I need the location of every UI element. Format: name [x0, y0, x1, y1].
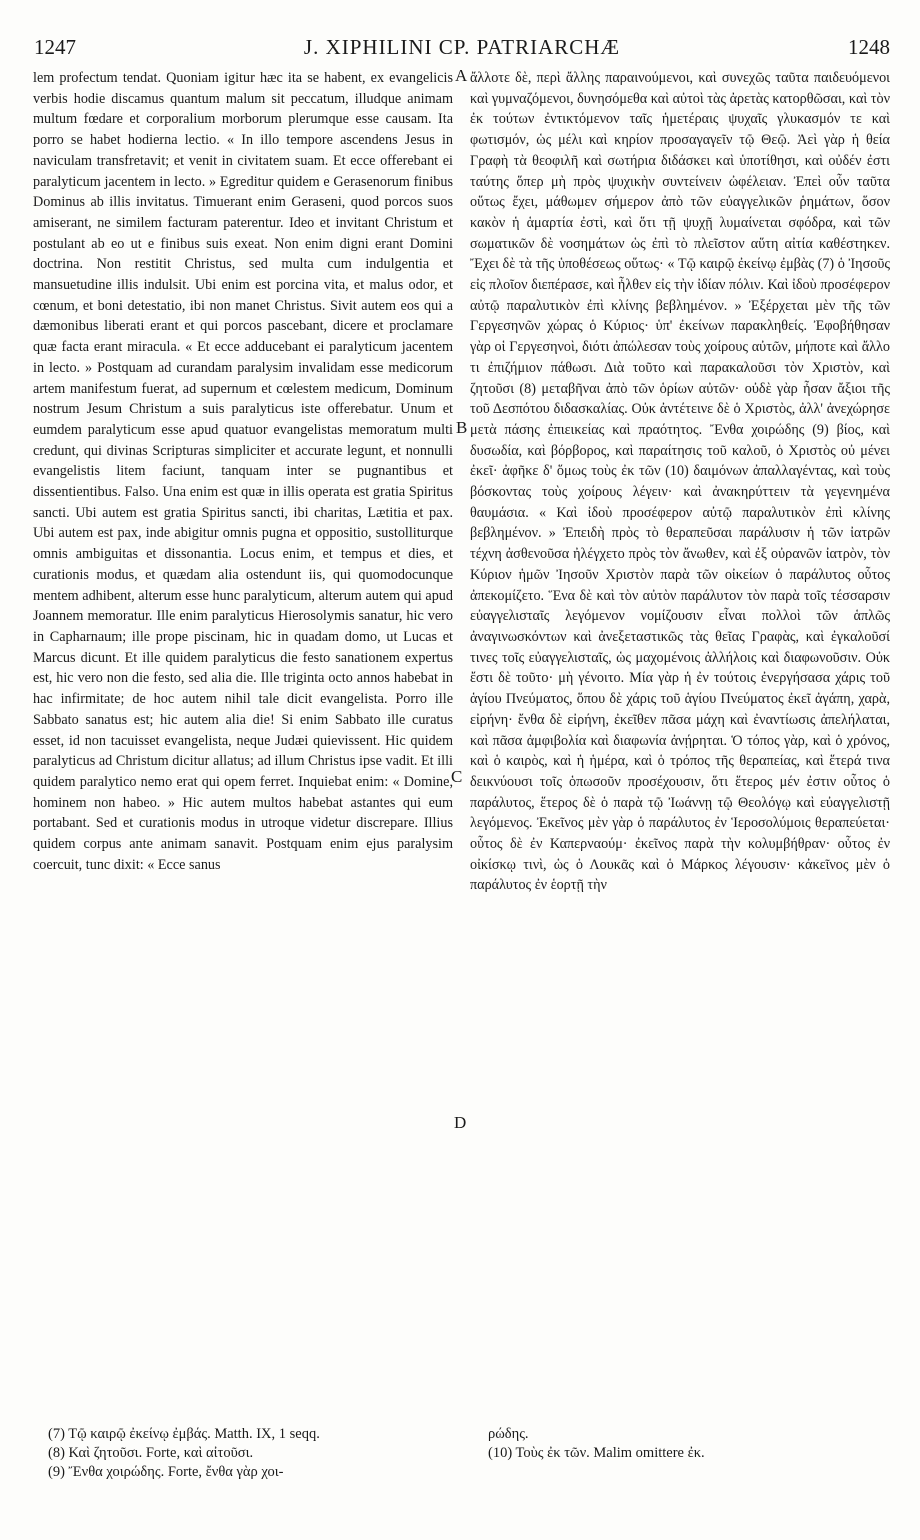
section-marker-b: B	[456, 418, 468, 437]
footnote-8: (8) Καὶ ζητοῦσι. Forte, καὶ αἰτοῦσι.	[48, 1445, 254, 1461]
section-marker-a: A	[455, 66, 468, 85]
greek-text: ἄλλοτε δὲ, περὶ ἄλλης παραινούμενοι, καὶ συνεχῶς ταῦτα παιδευόμενοι καὶ γυμναζόμενοι, δυνησόμεθα καὶ αὐτοὶ τὰς ἀρετὰς κατορθῶσαι, καὶ τὸν ἐκ τούτων ἐντικτόμενον ταῖς ἡμετέραις ψυχαῖς γλυκασμόν τε καὶ φωτισμόν, ὡς μέλι καὶ κηρίον προσαγαγεῖν τῷ Θεῷ. Ἀεὶ γὰρ ἡ θεία Γραφὴ τὰ θεοφιλῆ καὶ σωτήρια διδάσκει καὶ ὑποτίθησι, καὶ οὐδέν ἐστι ταύτης ὅπερ μὴ πρὸς ψυχικὴν συντείνειν ὠφέλειαν. Ἐπεὶ οὖν ταῦτα οὕτως ἔχει, μάθωμεν σήμερον ἀπὸ τῶν εὐαγγελικῶν ῥημάτων, ὅσον κακὸν ἡ ἁμαρτία ἐστὶ, καὶ ὅτι τῇ ψυχῇ λυμαίνεται σφόδρα, καὶ τῶν σωματικῶν δὲ νοσημάτων ὡς ἐπὶ τὸ πλεῖστον αὕτη αἰτία καθέστηκεν. Ἔχει δὲ τὰ τῆς ὑποθέσεως οὕτως· « Τῷ καιρῷ ἐκείνῳ ἐμβὰς (7) ὁ Ἰησοῦς εἰς πλοῖον διεπέρασε, καὶ ἦλθεν εἰς τὴν ἰδίαν πόλιν. Καὶ ἰδοὺ προσέφερον αὐτῷ παραλυτικὸν ἐπὶ κλίνης βεβλημένον. » Ἐξέρχεται μὲν τῆς τῶν Γεργεσηνῶν χώρας ὁ Κύριος· ὑπ' ἐκείνων παρακληθείς. Ἐφοβήθησαν γὰρ οἱ Γεργεσηνοὶ, διότι ἀπώλεσαν τοὺς χοίρους αὐτῶν, μήποτε καὶ ἄλλο τι ἐπιζήμιον πάθωσι. Διὰ τοῦτο καὶ παρακαλοῦσι τὸν Χριστὸν, καὶ ζητοῦσι (8) μεταβῆναι ἀπὸ τῶν ὁρίων αὐτῶν· οὐδὲ γὰρ ἦσαν ἄξιοι τῆς τοῦ Δεσπότου διδασκαλίας. Οὐκ ἀντέτεινε δὲ ὁ Χριστὸς, ἀλλ' ἀνεχώρησε μετὰ πάσης ἐπιεικείας καὶ πραότητος. Ἔνθα χοιρώδης (9) βίος, καὶ δυσωδία, καὶ βόρβορος, καὶ παραίτησις τοῦ καλοῦ, ὁ Χριστὸς οὐ μένει ἐκεῖ· ἀφῆκε δ' ὅμως τοὺς ἐκ τῶν (10) δαιμόνων ἀπαλλαγέντας, καὶ τοὺς βόσκοντας τοὺς χοίρους λέγειν· καὶ ἀνακηρύττειν τὰ γεγενημένα θαυμάσια. « Καὶ ἰδοὺ προσέφερον αὐτῷ παραλυτικὸν ἐπὶ κλίνης βεβλημένον. » Ἐπειδὴ πρὸς τὸ θεραπεῦσαι παράλυσιν ἡ τῶν ἰατρῶν τέχνη ἀσθενοῦσα ἠλέγχετο πρὸς τὸν ἄνωθεν, καὶ ἐξ οὐρανῶν ἰατρὸν, τὸν Κύριον ἡμῶν Ἰησοῦν Χριστὸν παρὰ τῶν οἰκείων ὁ παράλυτος οὗτος ἀπεκομίζετο. Ἕνα δὲ καὶ τὸν αὐτὸν παράλυτον τὸν παρὰ τοῖς τέσσαρσιν εὐαγγελισταῖς λεγόμενον νομίζουσιν εἶναι πολλοὶ τῶν ἁπλῶς ἀναγινωσκόντων καὶ ἀνεξεταστικῶς τὰς θεῖας Γραφὰς, καὶ ἐγκαλοῦσί τινες τοῖς εὐαγγελισταῖς, ὡς μαχομένοις ἀλλήλοις καὶ διαφωνοῦσιν. Οὐκ ἔστι δὲ τοῦτο· μὴ γένοιτο. Μία γὰρ ἡ ἐν τούτοις ἐνεργήσασα χάρις τοῦ ἁγίου Πνεύματος, ὅπου δὲ χάρις τοῦ ἁγίου Πνεύματος ἐκεῖ ἀγάπη, χαρὰ, εἰρήνη· ἔνθα δὲ εἰρήνη, ἐκεῖθεν πᾶσα μάχη καὶ ἐναντίωσις ἀπελήλαται, καὶ πᾶσα ἀμφιβολία καὶ διαφωνία ἀνῄρηται. Ὁ τόπος γὰρ, καὶ ὁ χρόνος, καὶ ὁ καιρὸς, καὶ ἡ ἡμέρα, καὶ ὁ τρόπος τῆς θεραπείας, καὶ ἕτερά τινα δεικνύουσι τοῖς ὁπωσοῦν προσέχουσιν, ὅτι ἕτερος μέν ἐστιν οὗτος ὁ παράλυτος, ἕτερος δὲ ὁ παρὰ τῷ Ἰωάννῃ τῷ Θεολόγῳ καὶ εὐαγγελιστῇ λεγόμενος. Ἐκεῖνος μὲν γὰρ ὁ παράλυτος ἐν Ἱεροσολύμοις θεραπεύεται· οὗτος δὲ ἐν Καπερναούμ· ἐκεῖνος παρὰ τὴν κολυμβήθραν· οὗτος ἐν οἰκίσκῳ τινὶ, ὡς ὁ Λουκᾶς καὶ ὁ Μάρκος λέγουσιν· κἀκεῖνος μὲν ὁ παράλυτος ἐν ἑορτῇ τὴν	[470, 70, 890, 894]
footnote-9: (9) Ἔνθα χοιρώδης. Forte, ἔνθα γὰρ χοι-	[48, 1464, 284, 1480]
latin-text: lem profectum tendat. Quoniam igitur hæc ita se habent, ex evangelicis verbis hodie discamus quantum malum sit peccatum, illudque animam multum fœdare et corporalium morborum plerumque esse causam. Ita porro se habet hodierna lectio. « In illo tempore ascendens Jesus in naviculam transfretavit; et venit in civitatem suam. Et ecce offerebant ei paralyticum jacentem in lecto. » Egreditur quidem e Gerasenorum finibus Dominus ab illis invitatus. Timuerant enim Geraseni, quod porcos suos amiserant, ne similem facturam paterentur. Ideo et invitant Christum et postulant ab eo ut e finibus suis exeat. Non enim digni erant Domini doctrina. Non restitit Christus, sed multa cum indulgentia et mansuetudine illis indulsit. Ubi enim est porcina vita, et malus odor, et cœnum, et boni detestatio, ibi non manet Christus. Sivit autem eos qui a dæmonibus liberati erant et qui porcos pascebant, dicere et proclamare quæ facta erant miracula. « Et ecce adducebant ei paralyticum jacentem in lecto. » Postquam ad curandam paralysim invalidam esse medicorum artem manifestum fuerat, ad supernum et cœlestem medicum, Dominum nostrum Jesum Christum a suis paralyticus iste offerebatur. Unum et eumdem paralyticum esse apud quatuor evangelistas memoratum multi credunt, qui divinas Scripturas simpliciter et accurate legunt, et nonnulli evangelistis litem faciunt, tanquam inter se pugnantibus et dissentientibus. Falso. Una enim est quæ in illis operata est gratia Spiritus sancti. Ubi autem est gratia Spiritus sancti, ibi charitas, Lætitia et pax. Ubi autem est pax, inde abigitur omnis pugna et oppositio, sustolliturque omnis ambiguitas et dissonantia. Locus enim, et tempus et dies, et curationis modus, et quædam alia ostendunt iis, qui quomodocunque mentem adhibent, alterum esse hunc paralyticum, alterum autem qui apud Joannem memoratur. Ille enim paralyticus Hierosolymis sanatur, hic vero in Capharnaum; ille prope piscinam, hic in quadam domo, ut Lucas et Marcus dicunt. Et ille quidem paralyticus die festo sanationem expertus est, hic vero non die festo, sed alia die. Ille triginta octo annos habebat in hac infirmitate; de hoc autem nihil tale dicit evangelista. Porro ille Sabbato sanatus est; hic autem alia die! Si enim Sabbato ille curatus esset, id non tacuisset evangelista, neque Judæi quievissent. Hic quidem paralyticus ad Christum dicitur allatus; ad illum Christus ipse vadit. Et illi quidem paralytico nemo erat qui opem ferret. Inquiebat enim: « Domine, hominem non habeo. » Hic autem multos habebat astantes qui eum portabant. Sed et curationis modus in utroque videtur discrepare. Illius quidem corpus ante animam sanavit. Postquam enim ejus paralysim coercuit, tunc dixit: « Ecce sanus	[33, 70, 453, 873]
section-marker-d: D	[454, 1113, 467, 1132]
right-column-number: 1248	[848, 35, 890, 59]
latin-column	[33, 68, 453, 1418]
footnotes-right	[488, 1425, 888, 1463]
section-marker-c: C	[451, 767, 463, 786]
footnote-9-continued: ρώδης.	[488, 1426, 529, 1442]
footnote-10: (10) Τοὺς ἐκ τῶν. Malim omittere ἐκ.	[488, 1445, 705, 1461]
page-header	[34, 34, 890, 64]
left-column-number: 1247	[34, 35, 76, 59]
footnotes-left	[48, 1425, 448, 1482]
running-title: J. XIPHILINI CP. PATRIARCHÆ	[303, 35, 621, 59]
greek-column	[470, 68, 890, 1423]
footnote-7: (7) Τῷ καιρῷ ἐκείνῳ ἐμβάς. Matth. IX, 1 seqq.	[48, 1426, 320, 1442]
